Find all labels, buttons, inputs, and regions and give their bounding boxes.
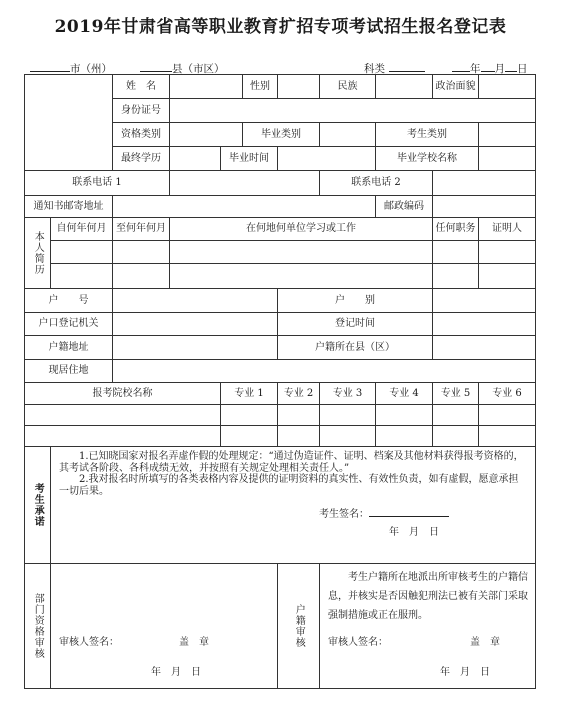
hukou-reviewer-sign-label: 审核人签名：	[328, 636, 388, 648]
hukou-type-value[interactable]	[433, 289, 536, 313]
name-label: 姓 名	[113, 75, 170, 99]
hukou-county-value[interactable]	[433, 336, 536, 360]
household-value[interactable]	[113, 289, 278, 313]
grad-school-value[interactable]	[479, 147, 536, 171]
ethnicity-label: 民族	[320, 75, 376, 99]
city-blank[interactable]	[30, 60, 70, 72]
year-label: 年	[470, 63, 481, 75]
major-1-header: 专业 1	[221, 383, 278, 405]
education-label: 最终学历	[113, 147, 170, 171]
major-value[interactable]	[320, 405, 376, 426]
gender-value[interactable]	[278, 75, 320, 99]
major-value[interactable]	[278, 426, 320, 447]
resume-from-header: 自何年何月	[51, 218, 113, 241]
commitment-label: 考生承诺	[25, 447, 51, 564]
grad-time-label: 毕业时间	[221, 147, 278, 171]
dept-review-date: 年 月 日	[151, 666, 201, 678]
subject-blank[interactable]	[389, 60, 425, 72]
resume-cell[interactable]	[479, 241, 536, 264]
postcode-label: 邮政编码	[376, 196, 433, 218]
resume-cell[interactable]	[51, 264, 113, 289]
major-value[interactable]	[433, 405, 479, 426]
gender-label: 性别	[243, 75, 278, 99]
month-label: 月	[494, 63, 505, 75]
resume-cell[interactable]	[113, 241, 170, 264]
resume-witness-header: 证明人	[479, 218, 536, 241]
grad-type-label: 毕业类别	[243, 123, 320, 147]
hukou-address-value[interactable]	[113, 336, 278, 360]
photo-area[interactable]	[25, 75, 113, 171]
hukou-review-instruction: 考生户籍所在地派出所审核考生的户籍信息，并核实是否因触犯刑法已被有关部门采取强制措施或正在服刑。	[328, 572, 528, 621]
phone2-value[interactable]	[433, 171, 536, 196]
resume-cell[interactable]	[479, 264, 536, 289]
grad-time-value[interactable]	[278, 147, 376, 171]
major-value[interactable]	[433, 426, 479, 447]
school-name-header: 报考院校名称	[25, 383, 221, 405]
commitment-clause-1: 1.已知晓国家对报名弄虚作假的处理规定：“通过伪造证件、证明、档案及其他材料获得报考资格的，其考试各阶段、各科成绩无效，并按照有关规定处理相关责任人。”	[59, 451, 524, 474]
year-blank[interactable]	[452, 60, 470, 72]
phone1-label: 联系电话 1	[25, 171, 170, 196]
resume-cell[interactable]	[170, 241, 433, 264]
ethnicity-value[interactable]	[376, 75, 433, 99]
major-4-header: 专业 4	[376, 383, 433, 405]
major-3-header: 专业 3	[320, 383, 376, 405]
current-address-label: 现居住地	[25, 360, 113, 383]
commitment-clause-2: 2.我对报名时所填写的各类表格内容及提供的证明资料的真实性、有效性负责，如有虚假，愿意承担一切后果。	[59, 474, 519, 497]
phone1-value[interactable]	[170, 171, 320, 196]
reg-date-label: 登记时间	[278, 313, 433, 336]
county-blank[interactable]	[140, 60, 172, 72]
resume-post-header: 任何职务	[433, 218, 479, 241]
candidate-signature-line[interactable]	[59, 505, 527, 521]
hukou-seal-label: 盖 章	[470, 636, 500, 648]
hukou-review-content[interactable]	[320, 564, 536, 689]
hukou-office-label: 户口登记机关	[25, 313, 113, 336]
current-address-value[interactable]	[113, 360, 536, 383]
dept-reviewer-sign-label: 审核人签名：	[59, 636, 119, 648]
reg-date-value[interactable]	[433, 313, 536, 336]
hukou-type-label: 户 别	[278, 289, 433, 313]
registration-form-table	[24, 74, 536, 689]
major-value[interactable]	[479, 426, 536, 447]
hukou-office-value[interactable]	[113, 313, 278, 336]
school-name-value[interactable]	[25, 426, 221, 447]
id-number-label: 身份证号	[113, 99, 170, 123]
resume-cell[interactable]	[51, 241, 113, 264]
exam-type-label: 考生类别	[376, 123, 479, 147]
county-label: 县（市区）	[172, 63, 225, 75]
resume-cell[interactable]	[433, 241, 479, 264]
form-title: 2019年甘肃省高等职业教育扩招专项考试招生报名登记表	[54, 17, 507, 37]
phone2-label: 联系电话 2	[320, 171, 433, 196]
grad-type-value[interactable]	[320, 123, 376, 147]
major-2-header: 专业 2	[278, 383, 320, 405]
major-value[interactable]	[479, 405, 536, 426]
name-value[interactable]	[170, 75, 243, 99]
hukou-address-label: 户籍地址	[25, 336, 113, 360]
major-6-header: 专业 6	[479, 383, 536, 405]
resume-cell[interactable]	[113, 264, 170, 289]
major-value[interactable]	[278, 405, 320, 426]
resume-cell[interactable]	[170, 264, 433, 289]
postcode-value[interactable]	[433, 196, 536, 218]
major-value[interactable]	[221, 405, 278, 426]
qualification-label: 资格类别	[113, 123, 170, 147]
household-label: 户 号	[25, 289, 113, 313]
exam-type-value[interactable]	[479, 123, 536, 147]
major-5-header: 专业 5	[433, 383, 479, 405]
political-label: 政治面貌	[433, 75, 479, 99]
political-value[interactable]	[479, 75, 536, 99]
grad-school-label: 毕业学校名称	[376, 147, 479, 171]
major-value[interactable]	[320, 426, 376, 447]
qualification-value[interactable]	[170, 123, 243, 147]
city-label: 市（州）	[70, 63, 112, 75]
resume-to-header: 至何年何月	[113, 218, 170, 241]
resume-label: 本人简历	[25, 218, 51, 289]
dept-review-content[interactable]	[51, 564, 278, 689]
subject-label: 科类	[364, 63, 385, 75]
candidate-sign-label: 考生签名：	[319, 509, 369, 520]
commitment-content	[51, 447, 536, 564]
education-value[interactable]	[170, 147, 221, 171]
resume-cell[interactable]	[433, 264, 479, 289]
id-number-value[interactable]	[170, 99, 536, 123]
dept-seal-label: 盖 章	[179, 636, 209, 648]
mail-address-value[interactable]	[113, 196, 376, 218]
mail-address-label: 通知书邮寄地址	[25, 196, 113, 218]
hukou-county-label: 户籍所在县（区）	[278, 336, 433, 360]
hukou-review-date: 年 月 日	[440, 666, 490, 678]
candidate-sign-blank[interactable]	[369, 505, 449, 517]
major-value[interactable]	[376, 426, 433, 447]
candidate-sign-date: 年 月 日	[389, 526, 439, 538]
major-value[interactable]	[376, 405, 433, 426]
major-value[interactable]	[221, 426, 278, 447]
day-label: 日	[517, 63, 528, 75]
resume-where-header: 在何地何单位学习或工作	[170, 218, 433, 241]
dept-review-label: 部门资格审核	[25, 564, 51, 689]
hukou-review-label: 户籍审核	[278, 564, 320, 689]
month-blank[interactable]	[481, 60, 495, 72]
day-blank[interactable]	[505, 60, 517, 72]
school-name-value[interactable]	[25, 405, 221, 426]
